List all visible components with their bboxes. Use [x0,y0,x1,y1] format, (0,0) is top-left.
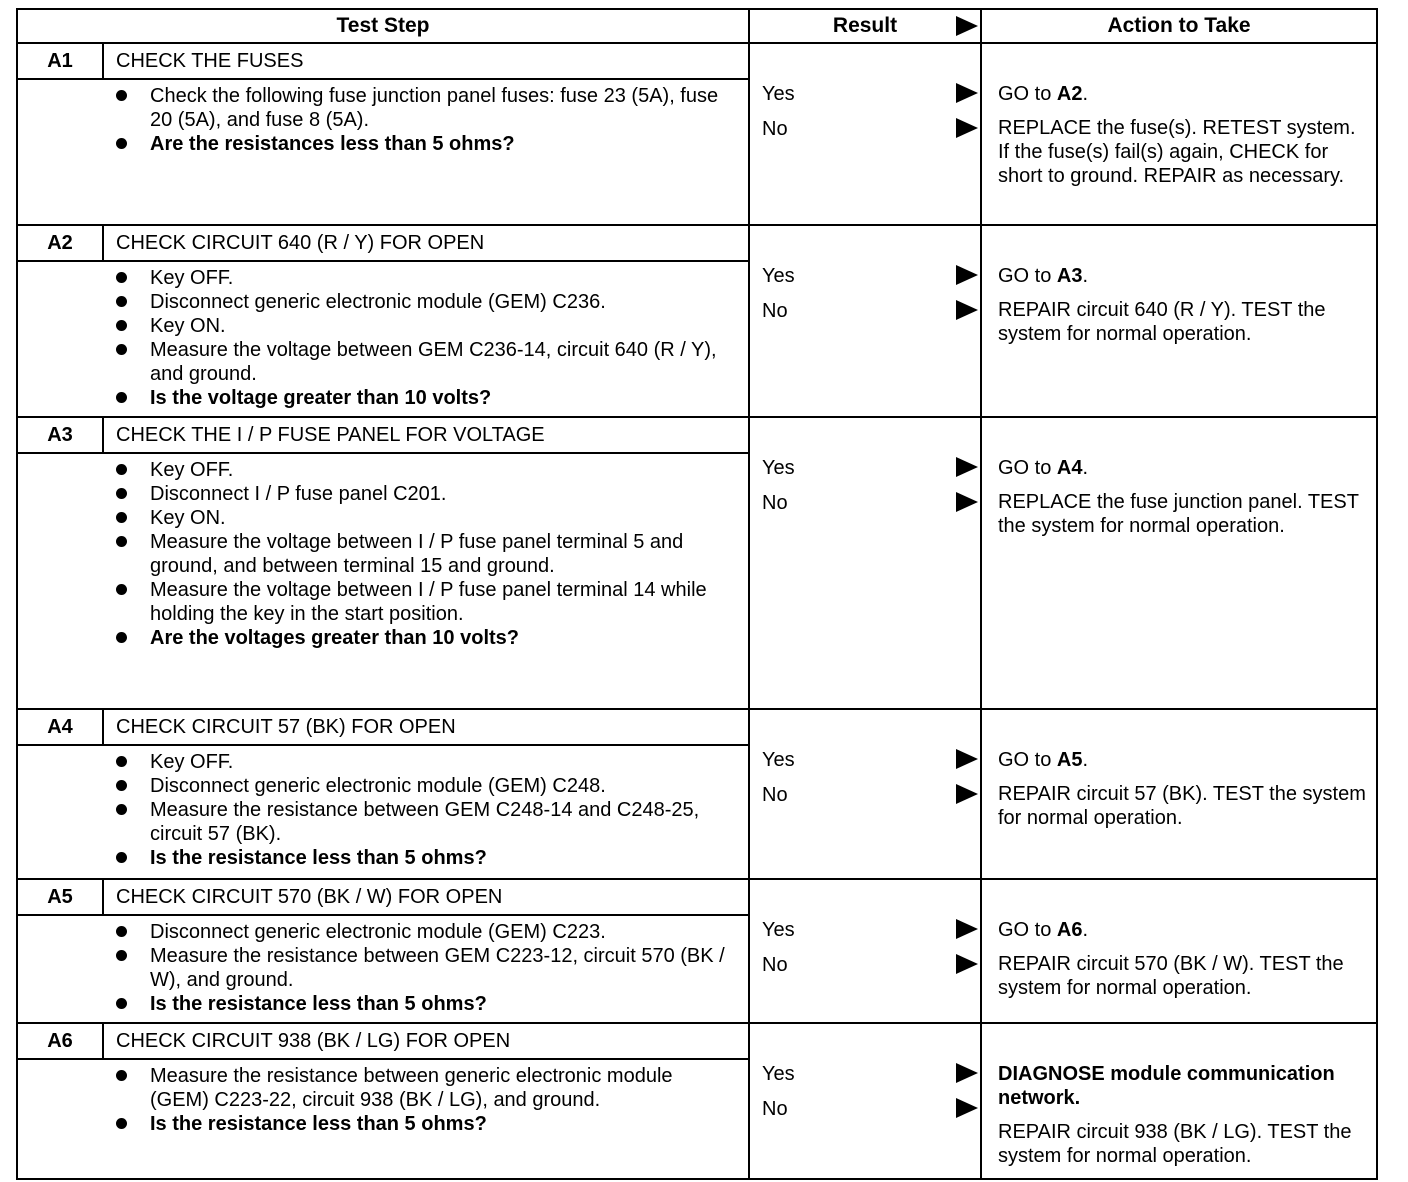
bullet-icon [116,138,127,149]
step-title: CHECK THE FUSES [116,50,304,72]
arrow-right-icon [956,83,978,103]
result-yes [762,264,980,299]
step-header [18,710,748,746]
list-item [114,482,728,506]
list-item [114,314,728,338]
result-yes [762,918,980,953]
action-cell [981,43,1377,225]
header-action: Action to Take [981,9,1377,43]
bullet-text: Disconnect I / P fuse panel C201. [150,483,447,505]
result-yes-label: Yes [762,919,795,941]
step-bullets [18,1060,748,1140]
bullet-text: Key ON. [150,315,226,337]
test-step-cell [17,879,749,1023]
yes-action-target: A4 [1056,457,1083,479]
list-item [114,626,728,650]
list-item [114,458,728,482]
bullet-text: Disconnect generic electronic module (GEM) C223. [150,921,606,943]
step-row [17,225,1377,417]
result-no [762,491,980,526]
arrow-right-icon [956,1098,978,1118]
result-yes-label: Yes [762,83,795,105]
bullet-text: Disconnect generic electronic module (GEM) C248. [150,775,606,797]
test-step-cell [17,225,749,417]
step-header [18,418,748,454]
no-action: REPLACE the fuse junction panel. TEST the system for normal operation. [998,491,1359,537]
yes-action [998,456,1366,480]
result-cell [749,709,981,879]
header-result-label: Result [832,14,898,37]
step-row [17,417,1377,709]
step-header [18,226,748,262]
result-yes-label: Yes [762,457,795,479]
bullet-icon [116,926,127,937]
result-yes [762,748,980,783]
arrow-right-icon [956,1063,978,1083]
yes-action [998,748,1366,772]
bullet-text: Are the voltages greater than 10 volts? [150,627,520,649]
bullet-icon [116,804,127,815]
bullet-icon [116,272,127,283]
yes-action-post: . [1082,749,1089,771]
yes-action-target: A6 [1056,919,1083,941]
step-header [18,1024,748,1060]
arrow-right-icon [956,954,978,974]
bullet-text: Measure the voltage between GEM C236-14, circuit 640 (R / Y), and ground. [150,339,717,385]
result-no [762,1097,980,1132]
yes-action-pre: GO to [998,749,1057,771]
list-item [114,132,728,156]
list-item [114,386,728,410]
bullet-icon [116,852,127,863]
bullet-icon [116,296,127,307]
action-cell [981,879,1377,1023]
result-yes-label: Yes [762,1063,795,1085]
bullet-text: Is the resistance less than 5 ohms? [150,1113,487,1135]
result-no-label: No [762,1098,788,1120]
step-row [17,879,1377,1023]
list-item [114,920,728,944]
arrow-right-icon [956,784,978,804]
result-no [762,953,980,988]
result-cell [749,43,981,225]
yes-action-target: A5 [1056,749,1083,771]
list-item [114,944,728,992]
result-no-label: No [762,784,788,806]
bullet-icon [116,320,127,331]
bullet-text: Measure the resistance between GEM C223-12, circuit 570 (BK / W), and ground. [150,945,725,991]
header-row [17,9,1377,43]
step-row [17,43,1377,225]
yes-action-pre: GO to [998,265,1057,287]
bullet-text: Key OFF. [150,267,234,289]
diagnostic-table [16,8,1378,1180]
arrow-right-icon [956,919,978,939]
arrow-right-icon [956,118,978,138]
bullet-text: Is the resistance less than 5 ohms? [150,847,487,869]
yes-action-target: A2 [1056,83,1083,105]
no-action: REPLACE the fuse(s). RETEST system. If the fuse(s) fail(s) again, CHECK for short to ground. REPAIR as necessary. [998,117,1356,187]
step-row [17,1023,1377,1179]
step-bullets [18,746,748,874]
bullet-icon [116,998,127,1009]
bullet-icon [116,756,127,767]
result-no-label: No [762,492,788,514]
step-id: A4 [18,710,104,744]
step-id: A3 [18,418,104,452]
yes-action-target: DIAGNOSE module communication network. [998,1063,1335,1109]
yes-action-post: . [1082,457,1089,479]
arrow-right-icon [956,16,978,36]
result-yes-label: Yes [762,265,795,287]
list-item [114,578,728,626]
result-yes [762,1062,980,1097]
bullet-text: Key OFF. [150,459,234,481]
bullet-text: Is the voltage greater than 10 volts? [150,387,492,409]
arrow-right-icon [956,749,978,769]
bullet-icon [116,780,127,791]
bullet-text: Is the resistance less than 5 ohms? [150,993,487,1015]
yes-action-post: . [1082,83,1089,105]
result-no [762,117,980,152]
bullet-icon [116,950,127,961]
result-no-label: No [762,954,788,976]
bullet-icon [116,584,127,595]
bullet-icon [116,512,127,523]
list-item [114,798,728,846]
arrow-right-icon [956,492,978,512]
result-cell [749,417,981,709]
bullet-text: Measure the voltage between I / P fuse panel terminal 5 and ground, and between terminal 15 and ground. [150,531,684,577]
step-title: CHECK THE I / P FUSE PANEL FOR VOLTAGE [116,424,545,446]
no-action: REPAIR circuit 57 (BK). TEST the system for normal operation. [998,783,1366,829]
bullet-icon [116,1118,127,1129]
test-step-cell [17,43,749,225]
bullet-icon [116,392,127,403]
yes-action-post: . [1082,919,1089,941]
list-item [114,266,728,290]
step-title: CHECK CIRCUIT 938 (BK / LG) FOR OPEN [116,1030,511,1052]
yes-action [998,918,1366,942]
test-step-cell [17,417,749,709]
step-title: CHECK CIRCUIT 570 (BK / W) FOR OPEN [116,886,503,908]
result-no-label: No [762,118,788,140]
step-id: A2 [18,226,104,260]
list-item [114,530,728,578]
yes-action-post: . [1082,265,1089,287]
list-item [114,1112,728,1136]
result-cell [749,879,981,1023]
step-row [17,709,1377,879]
action-cell [981,417,1377,709]
bullet-icon [116,344,127,355]
step-bullets [18,454,748,654]
action-cell [981,709,1377,879]
list-item [114,1064,728,1112]
list-item [114,750,728,774]
bullet-text: Disconnect generic electronic module (GEM) C236. [150,291,606,313]
result-yes [762,456,980,491]
yes-action-target: A3 [1056,265,1083,287]
result-cell [749,225,981,417]
step-title: CHECK CIRCUIT 640 (R / Y) FOR OPEN [116,232,485,254]
result-no [762,783,980,818]
steps-body [17,43,1377,1179]
list-item [114,506,728,530]
arrow-right-icon [956,457,978,477]
list-item [114,84,728,132]
action-cell [981,1023,1377,1179]
header-result [749,9,981,43]
step-id: A6 [18,1024,104,1058]
step-header [18,44,748,80]
arrow-right-icon [956,300,978,320]
no-action: REPAIR circuit 938 (BK / LG). TEST the system for normal operation. [998,1121,1352,1167]
yes-action [998,82,1366,106]
header-test-step: Test Step [17,9,749,43]
result-no [762,299,980,334]
action-cell [981,225,1377,417]
bullet-icon [116,464,127,475]
test-step-cell [17,1023,749,1179]
result-yes [762,82,980,117]
yes-action-pre: GO to [998,457,1057,479]
arrow-right-icon [956,265,978,285]
step-bullets [18,80,748,160]
list-item [114,992,728,1016]
step-bullets [18,262,748,414]
step-id: A1 [18,44,104,78]
bullet-text: Check the following fuse junction panel fuses: fuse 23 (5A), fuse 20 (5A), and fuse 8 (5A). [150,85,719,131]
bullet-text: Measure the voltage between I / P fuse panel terminal 14 while holding the key in the start position. [150,579,707,625]
no-action: REPAIR circuit 640 (R / Y). TEST the system for normal operation. [998,299,1326,345]
bullet-text: Measure the resistance between generic electronic module (GEM) C223-22, circuit 938 (BK / LG), and ground. [150,1065,673,1111]
yes-action-pre: GO to [998,919,1057,941]
result-cell [749,1023,981,1179]
bullet-text: Key OFF. [150,751,234,773]
bullet-icon [116,536,127,547]
yes-action [998,1062,1366,1110]
bullet-text: Measure the resistance between GEM C248-14 and C248-25, circuit 57 (BK). [150,799,700,845]
bullet-text: Are the resistances less than 5 ohms? [150,133,515,155]
list-item [114,846,728,870]
test-step-cell [17,709,749,879]
bullet-icon [116,1070,127,1081]
yes-action-pre: GO to [998,83,1057,105]
no-action: REPAIR circuit 570 (BK / W). TEST the system for normal operation. [998,953,1344,999]
step-title: CHECK CIRCUIT 57 (BK) FOR OPEN [116,716,456,738]
yes-action [998,264,1366,288]
bullet-icon [116,90,127,101]
step-header [18,880,748,916]
step-bullets [18,916,748,1020]
bullet-text: Key ON. [150,507,226,529]
result-no-label: No [762,300,788,322]
list-item [114,774,728,798]
list-item [114,338,728,386]
list-item [114,290,728,314]
result-yes-label: Yes [762,749,795,771]
step-id: A5 [18,880,104,914]
bullet-icon [116,632,127,643]
bullet-icon [116,488,127,499]
